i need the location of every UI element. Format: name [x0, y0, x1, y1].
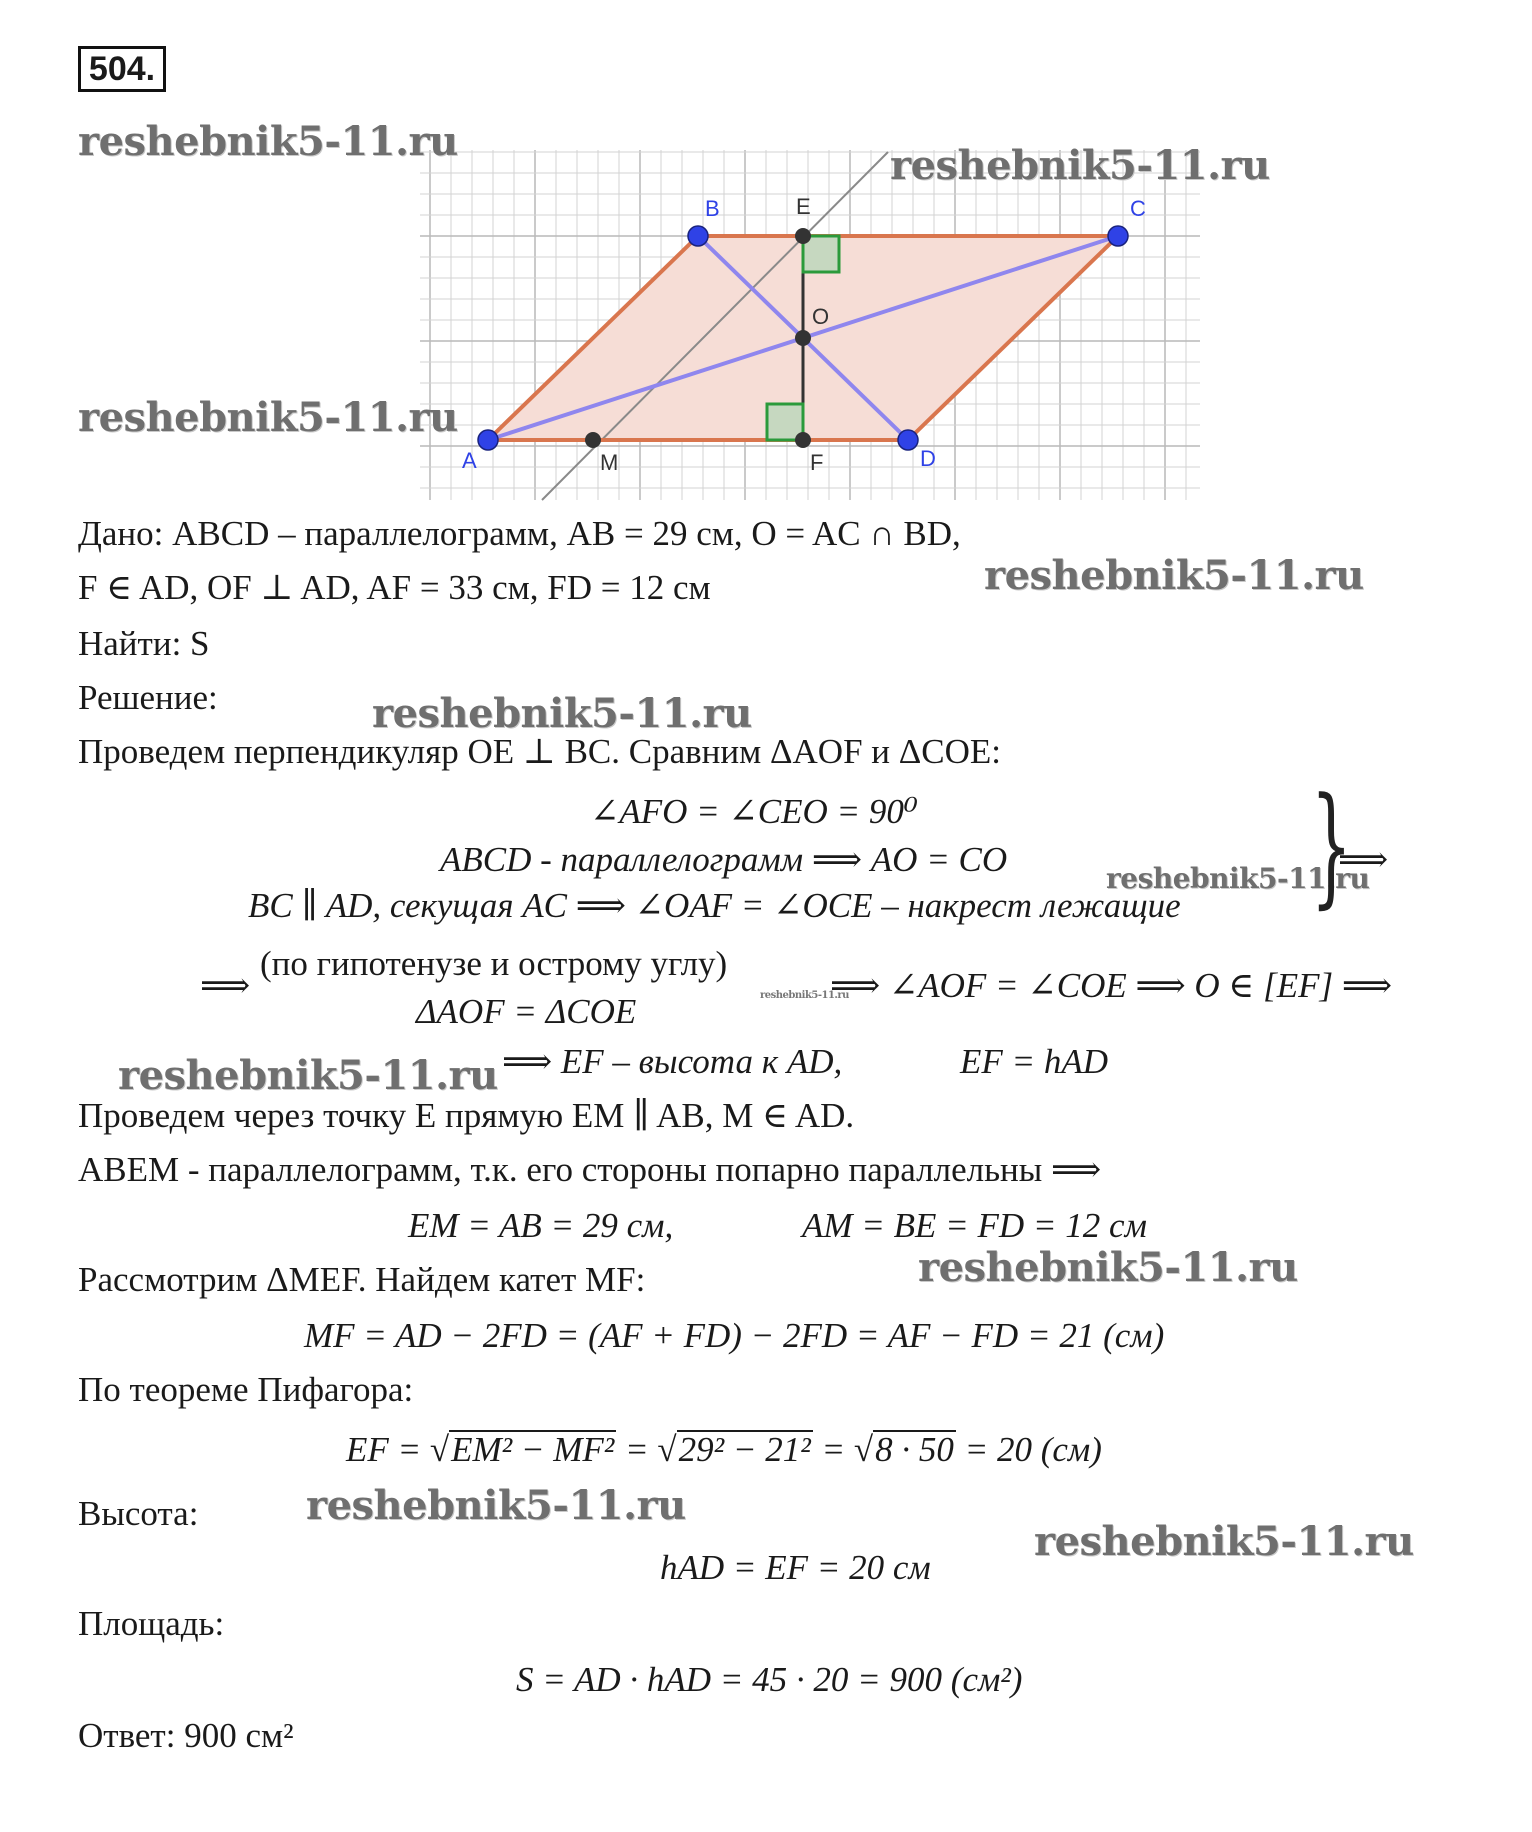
equation-2: MF = AD − 2FD = (AF + FD) − 2FD = AF − FD = 21 (см): [304, 1316, 1165, 1355]
find-line: Найти: S: [78, 624, 210, 663]
step-1: Проведем перпендикуляр OE ⊥ BC. Сравним ΔAOF и ΔCOE:: [78, 732, 1002, 771]
equation-3-rhs: = 20 (см): [955, 1430, 1102, 1469]
watermark: reshebnik5-11.ru: [918, 1244, 1298, 1291]
point-c: [1108, 226, 1128, 246]
watermark: reshebnik5-11.ru: [118, 1052, 498, 1099]
system-brace: }: [1310, 769, 1353, 921]
watermark: reshebnik5-11.ru: [984, 552, 1364, 599]
label-a: A: [462, 448, 477, 473]
equation-3: [346, 1430, 1102, 1470]
system-line-3: BC ∥ AD, секущая AC ⟹ ∠OAF = ∠OCE – накрест лежащие: [248, 886, 1181, 925]
equation-3-mid: =: [616, 1430, 658, 1469]
watermark: reshebnik5-11.ru: [78, 394, 458, 441]
equation-4: hAD = EF = 20 см: [660, 1548, 931, 1587]
point-m: [585, 432, 601, 448]
step-4: Рассмотрим ΔMEF. Найдем катет MF:: [78, 1260, 646, 1299]
sqrt-sign: √: [657, 1430, 677, 1469]
sqrt-radicand-1: EM² − MF²: [451, 1430, 615, 1469]
point-a: [478, 430, 498, 450]
step-2: Проведем через точку E прямую EM ∥ AB, M ∈ AD.: [78, 1096, 855, 1135]
step-5: По теореме Пифагора:: [78, 1370, 414, 1409]
step-3: ABEM - параллелограмм, т.к. его стороны попарно параллельны ⟹: [78, 1150, 1102, 1189]
label-m: M: [600, 450, 619, 475]
system-line-2: ABCD - параллелограмм ⟹ AO = CO: [440, 840, 1008, 879]
conclusion-chain: ⟹ ∠AOF = ∠COE ⟹ O ∈ [EF] ⟹: [830, 966, 1393, 1005]
point-o: [795, 330, 811, 346]
given-line-2: F ∈ AD, OF ⊥ AD, AF = 33 см, FD = 12 см: [78, 568, 711, 607]
height-line-b: EF = hAD: [960, 1042, 1109, 1081]
watermark: reshebnik5-11.ru: [890, 142, 1270, 189]
answer-line: Ответ: 900 см²: [78, 1716, 294, 1755]
label-c: C: [1130, 196, 1146, 221]
sqrt-sign: √: [853, 1430, 874, 1469]
watermark: reshebnik5-11.ru: [1034, 1518, 1414, 1565]
conclusion-triangles: ΔAOF = ΔCOE: [416, 992, 637, 1031]
label-o: O: [812, 304, 830, 329]
sqrt-sign: √: [429, 1430, 450, 1469]
equation-1a: EM = AB = 29 см,: [408, 1206, 674, 1245]
label-e: E: [796, 194, 811, 219]
sqrt-radicand-3: 8 · 50: [875, 1430, 954, 1469]
given-line-1: Дано: ABCD – параллелограмм, AB = 29 см, O = AC ∩ BD,: [78, 514, 961, 553]
point-e: [795, 228, 811, 244]
watermark: reshebnik5-11.ru: [1106, 862, 1370, 895]
point-b: [688, 226, 708, 246]
conclusion-reason: (по гипотенузе и острому углу): [260, 944, 728, 983]
point-d: [898, 430, 918, 450]
label-f: F: [810, 450, 824, 475]
conclusion-implies: ⟹: [200, 966, 251, 1005]
parallelogram-figure: [420, 150, 1220, 510]
watermark: reshebnik5-11.ru: [306, 1482, 686, 1529]
sqrt-radicand-2: 29² − 21²: [678, 1430, 811, 1469]
system-line-1: ∠AFO = ∠CEO = 90⁰: [590, 792, 918, 831]
area-label: Площадь:: [78, 1604, 225, 1643]
watermark: reshebnik5-11.ru: [78, 118, 458, 165]
equation-3-mid2: =: [812, 1430, 854, 1469]
height-line-a: ⟹ EF – высота к AD,: [502, 1042, 843, 1081]
equation-1b: AM = BE = FD = 12 см: [802, 1206, 1147, 1245]
solution-heading: Решение:: [78, 678, 218, 717]
height-label: Высота:: [78, 1494, 199, 1533]
equation-5: S = AD · hAD = 45 · 20 = 900 (см²): [516, 1660, 1023, 1699]
problem-number: 504.: [78, 46, 166, 92]
watermark: reshebnik5-11.ru: [372, 690, 752, 737]
label-b: B: [705, 196, 720, 221]
system-implies: ⟹: [1338, 840, 1389, 879]
point-f: [795, 432, 811, 448]
equation-3-lhs: EF =: [346, 1430, 430, 1469]
label-d: D: [920, 446, 936, 471]
watermark: reshebnik5-11.ru: [760, 990, 849, 1001]
